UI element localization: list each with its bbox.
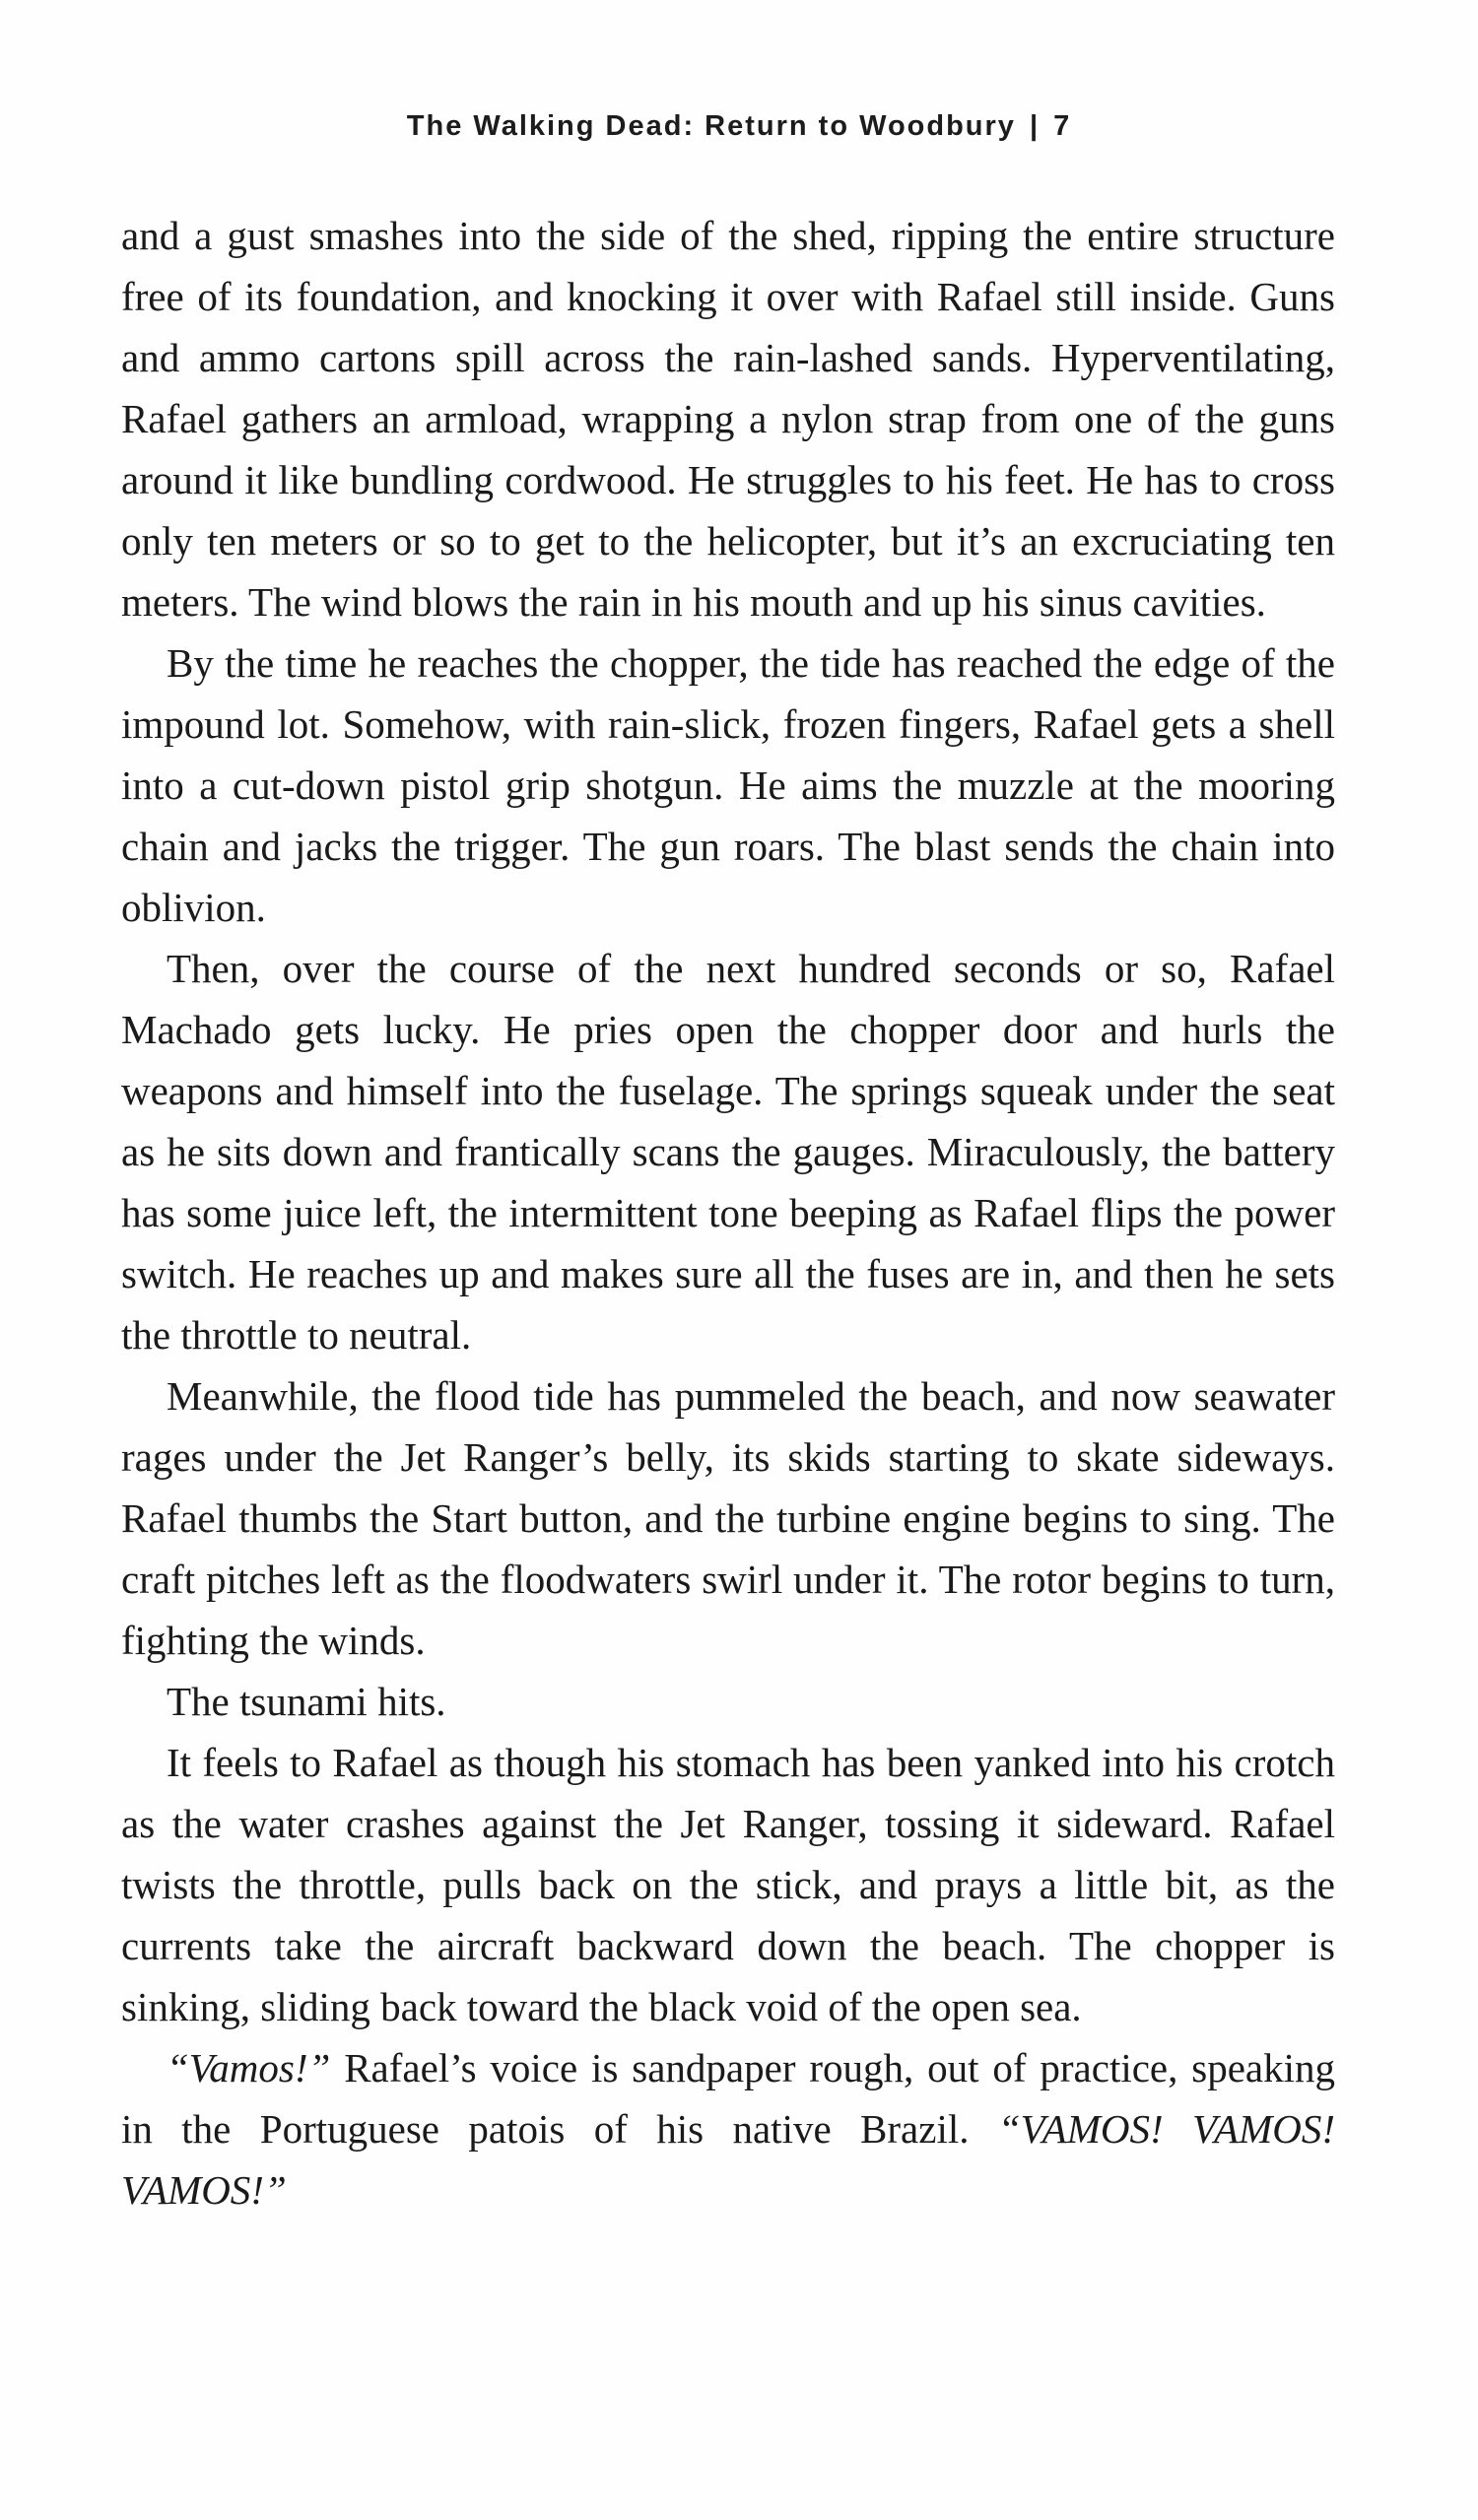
dialogue-quote: “Vamos!” (167, 2045, 331, 2090)
paragraph: The tsunami hits. (167, 1679, 446, 1724)
paragraph: It feels to Rafael as though his stomach has been yanked into his crotch as the water crashes against the Jet Ranger, tossing it sideward. Rafael twists the throttle, pulls back on the stick, and prays a little bit, as the currents take the aircraft backward down the beach. The chopper is sinking, sliding back toward the black void of the open sea. (121, 1740, 1335, 2029)
header-separator: | (1029, 110, 1041, 142)
running-head (0, 110, 1478, 143)
dialogue-paragraph (121, 2037, 1335, 2221)
book-title: The Walking Dead: Return to Woodbury (406, 110, 1016, 142)
paragraph: Then, over the course of the next hundred seconds or so, Rafael Machado gets lucky. He pries open the chopper door and hurls the weapons and himself into the fuselage. The springs squeak under the seat as he sits down and frantically scans the gauges. Miraculously, the battery has some juice left, the intermittent tone beeping as Rafael flips the power switch. He reaches up and makes sure all the fuses are in, and then he sets the throttle to neutral. (121, 946, 1335, 1358)
paragraph: and a gust smashes into the side of the shed, ripping the entire structure free of its foundation, and knocking it over with Rafael still inside. Guns and ammo cartons spill across the rain-lashed sands. Hyperventilating, Rafael gathers an armload, wrapping a nylon strap from one of the guns around it like bundling cordwood. He struggles to his feet. He has to cross only ten meters or so to get to the helicopter, but it’s an excruciating ten meters. The wind blows the rain in his mouth and up his sinus cavities. (121, 213, 1335, 625)
paragraph: Meanwhile, the flood tide has pummeled the beach, and now seawater rages under the Jet Ranger’s belly, its skids starting to skate sideways. Rafael thumbs the Start button, and the turbine engine begins to sing. The craft pitches left as the floodwaters swirl under it. The rotor begins to turn, fighting the winds. (121, 1373, 1335, 1663)
dialogue-quote: “VAMOS! VAMOS! VAMOS!” (121, 2106, 1335, 2213)
body-text (121, 205, 1335, 2221)
page-number: 7 (1053, 110, 1072, 142)
paragraph: By the time he reaches the chopper, the tide has reached the edge of the impound lot. Somehow, with rain-slick, frozen fingers, Rafael gets a shell into a cut-down pistol grip shotgun. He aims the muzzle at the mooring chain and jacks the trigger. The gun roars. The blast sends the chain into oblivion. (121, 640, 1335, 930)
dialogue-narration: Rafael’s voice is sandpaper rough, out of practice, speaking in the Portuguese patois of his native Brazil. (121, 2045, 1335, 2152)
